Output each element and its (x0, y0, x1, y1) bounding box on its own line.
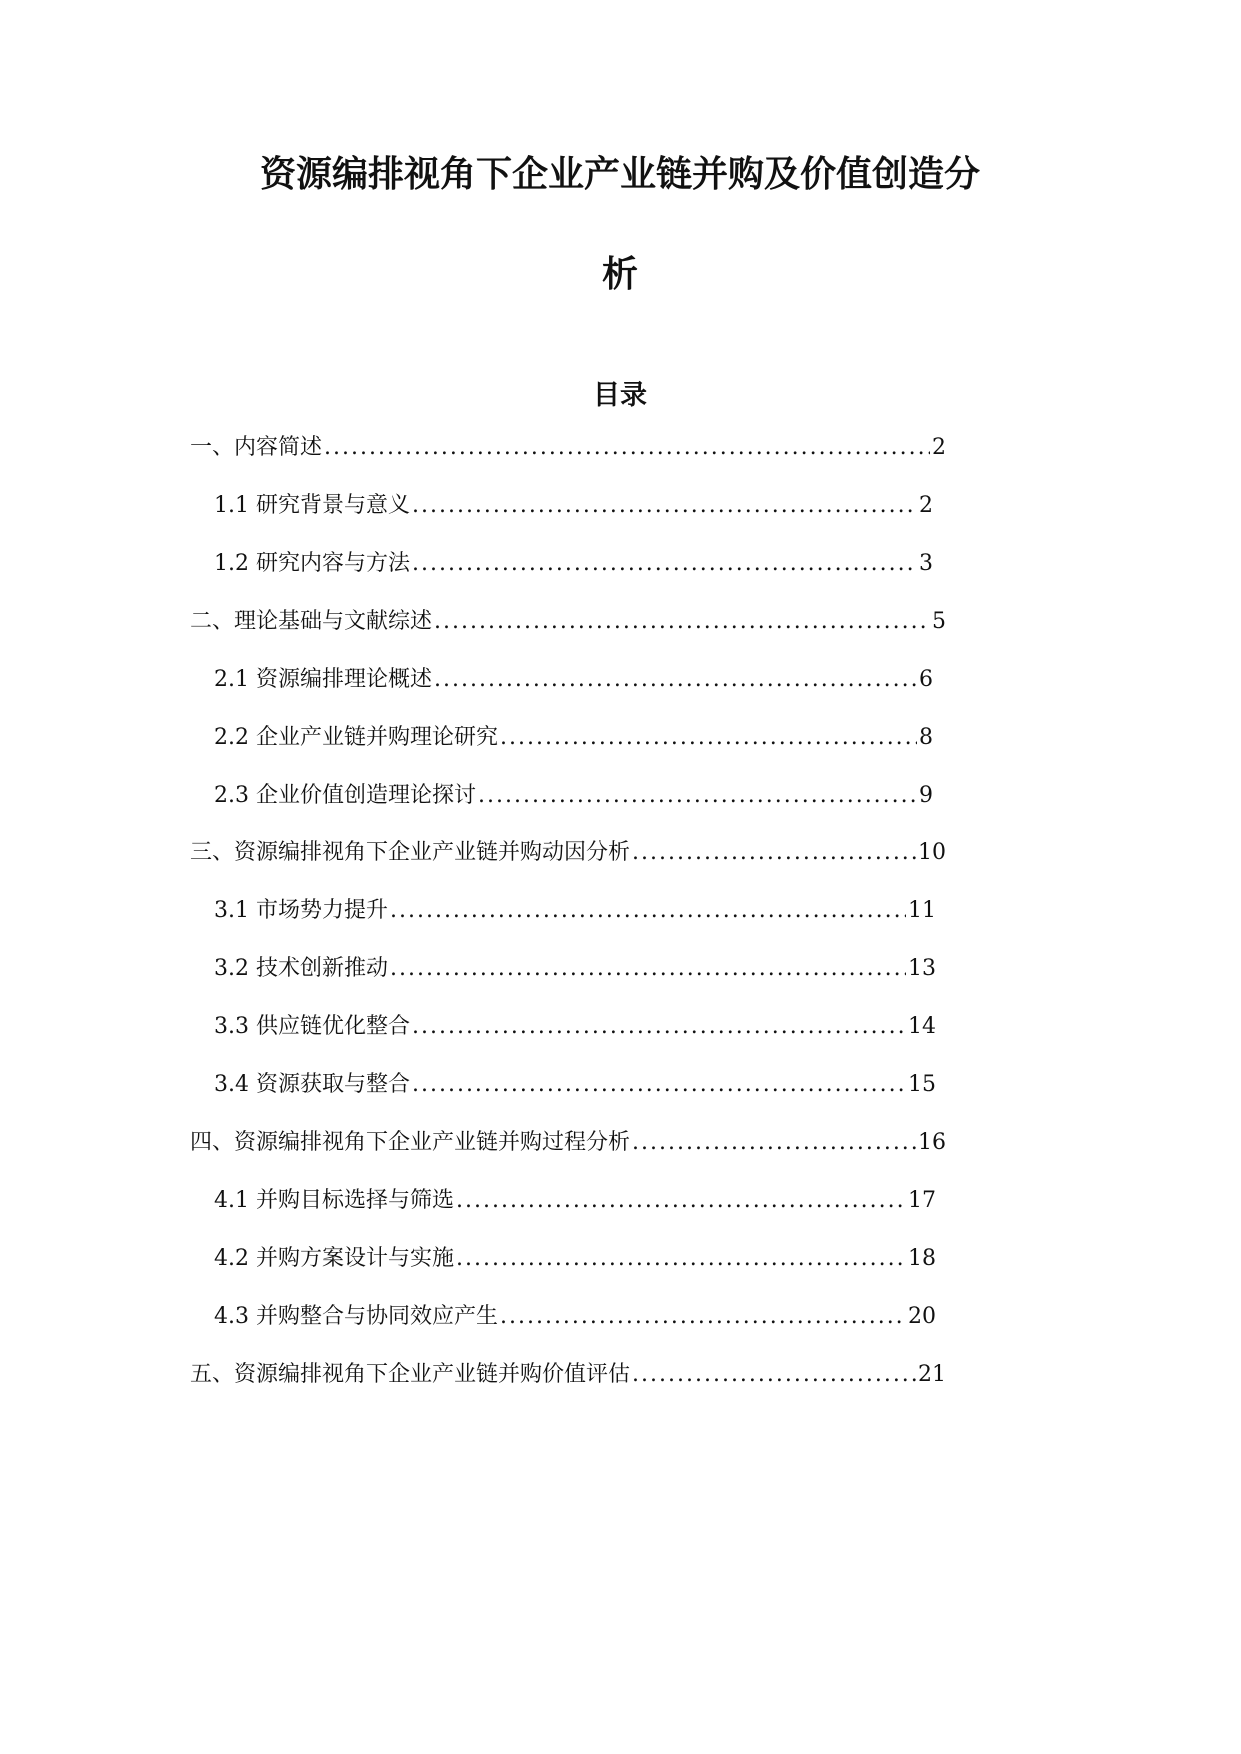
toc-leader-dots (456, 1244, 906, 1274)
toc-entry-text: 4.3 并购整合与协同效应产生 (214, 1304, 498, 1329)
toc-entry[interactable] (214, 954, 936, 984)
toc-leader-dots (390, 896, 906, 926)
toc-page-number: 9 (919, 783, 933, 808)
toc-entry[interactable] (190, 433, 946, 463)
toc-entry[interactable] (214, 665, 933, 695)
toc-leader-dots (478, 781, 917, 811)
document-title-line-2: 析 (601, 253, 638, 295)
toc-entry-text: 3.4 资源获取与整合 (214, 1072, 410, 1097)
toc-leader-dots (434, 607, 930, 637)
toc-leader-dots (390, 954, 906, 984)
toc-entry[interactable] (214, 491, 933, 521)
toc-entry[interactable] (214, 1244, 936, 1274)
toc-entry-text: 4.2 并购方案设计与实施 (214, 1246, 454, 1271)
toc-entry-text: 1.1 研究背景与意义 (214, 493, 410, 518)
toc-entry[interactable] (214, 723, 933, 753)
toc-entry-text: 3.2 技术创新推动 (214, 956, 388, 981)
toc-heading: 目录 (593, 380, 647, 411)
toc-leader-dots (632, 838, 916, 868)
toc-leader-dots (632, 1360, 916, 1390)
toc-page-number: 20 (908, 1304, 936, 1329)
toc-page-number: 17 (908, 1188, 936, 1213)
toc-page-number: 13 (908, 956, 936, 981)
toc-entry-text: 一、内容简述 (190, 435, 323, 460)
toc-entry-text: 3.3 供应链优化整合 (214, 1014, 410, 1039)
toc-page-number: 16 (918, 1130, 946, 1155)
toc-entry-text: 2.3 企业价值创造理论探讨 (214, 783, 476, 808)
toc-page-number: 18 (908, 1246, 936, 1271)
toc-page-number: 15 (908, 1072, 936, 1097)
toc-entry[interactable] (190, 1360, 946, 1390)
toc-leader-dots (412, 1070, 906, 1100)
toc-entry-text: 1.2 研究内容与方法 (214, 551, 410, 576)
toc-entry[interactable] (214, 781, 933, 811)
toc-leader-dots (412, 549, 917, 579)
toc-entry-text: 2.1 资源编排理论概述 (214, 667, 432, 692)
toc-page-number: 10 (918, 840, 946, 865)
toc-entry-text: 4.1 并购目标选择与筛选 (214, 1188, 454, 1213)
toc-leader-dots (632, 1128, 916, 1158)
toc-entry-text: 3.1 市场势力提升 (214, 898, 388, 923)
toc-entry-text: 三、资源编排视角下企业产业链并购动因分析 (190, 840, 631, 865)
toc-page-number: 21 (918, 1362, 946, 1387)
toc-leader-dots (500, 1302, 906, 1332)
toc-page-number: 8 (919, 725, 933, 750)
document-title-line-1: 资源编排视角下企业产业链并购及价值创造分 (259, 153, 980, 195)
toc-page-number: 6 (919, 667, 933, 692)
toc-page-number: 5 (932, 609, 946, 634)
toc-leader-dots (324, 433, 930, 463)
toc-entry[interactable] (214, 1012, 936, 1042)
toc-leader-dots (412, 1012, 906, 1042)
toc-entry[interactable] (190, 1128, 946, 1158)
toc-entry-text: 四、资源编排视角下企业产业链并购过程分析 (190, 1130, 631, 1155)
toc-entry-text: 二、理论基础与文献综述 (190, 609, 433, 634)
toc-page-number: 2 (919, 493, 933, 518)
toc-entry-text: 五、资源编排视角下企业产业链并购价值评估 (190, 1362, 631, 1387)
toc-leader-dots (500, 723, 917, 753)
toc-leader-dots (434, 665, 917, 695)
toc-page-number: 11 (908, 898, 936, 923)
toc-leader-dots (412, 491, 917, 521)
toc-page-number: 3 (919, 551, 933, 576)
toc-entry[interactable] (214, 1186, 936, 1216)
toc-entry[interactable] (190, 607, 946, 637)
toc-entry[interactable] (190, 838, 946, 868)
toc-entry-text: 2.2 企业产业链并购理论研究 (214, 725, 498, 750)
toc-page-number: 2 (932, 435, 946, 460)
toc-leader-dots (456, 1186, 906, 1216)
toc-entry[interactable] (214, 896, 936, 926)
toc-entry[interactable] (214, 1302, 936, 1332)
toc-entry[interactable] (214, 549, 933, 579)
toc-entry[interactable] (214, 1070, 936, 1100)
toc-page-number: 14 (908, 1014, 936, 1039)
